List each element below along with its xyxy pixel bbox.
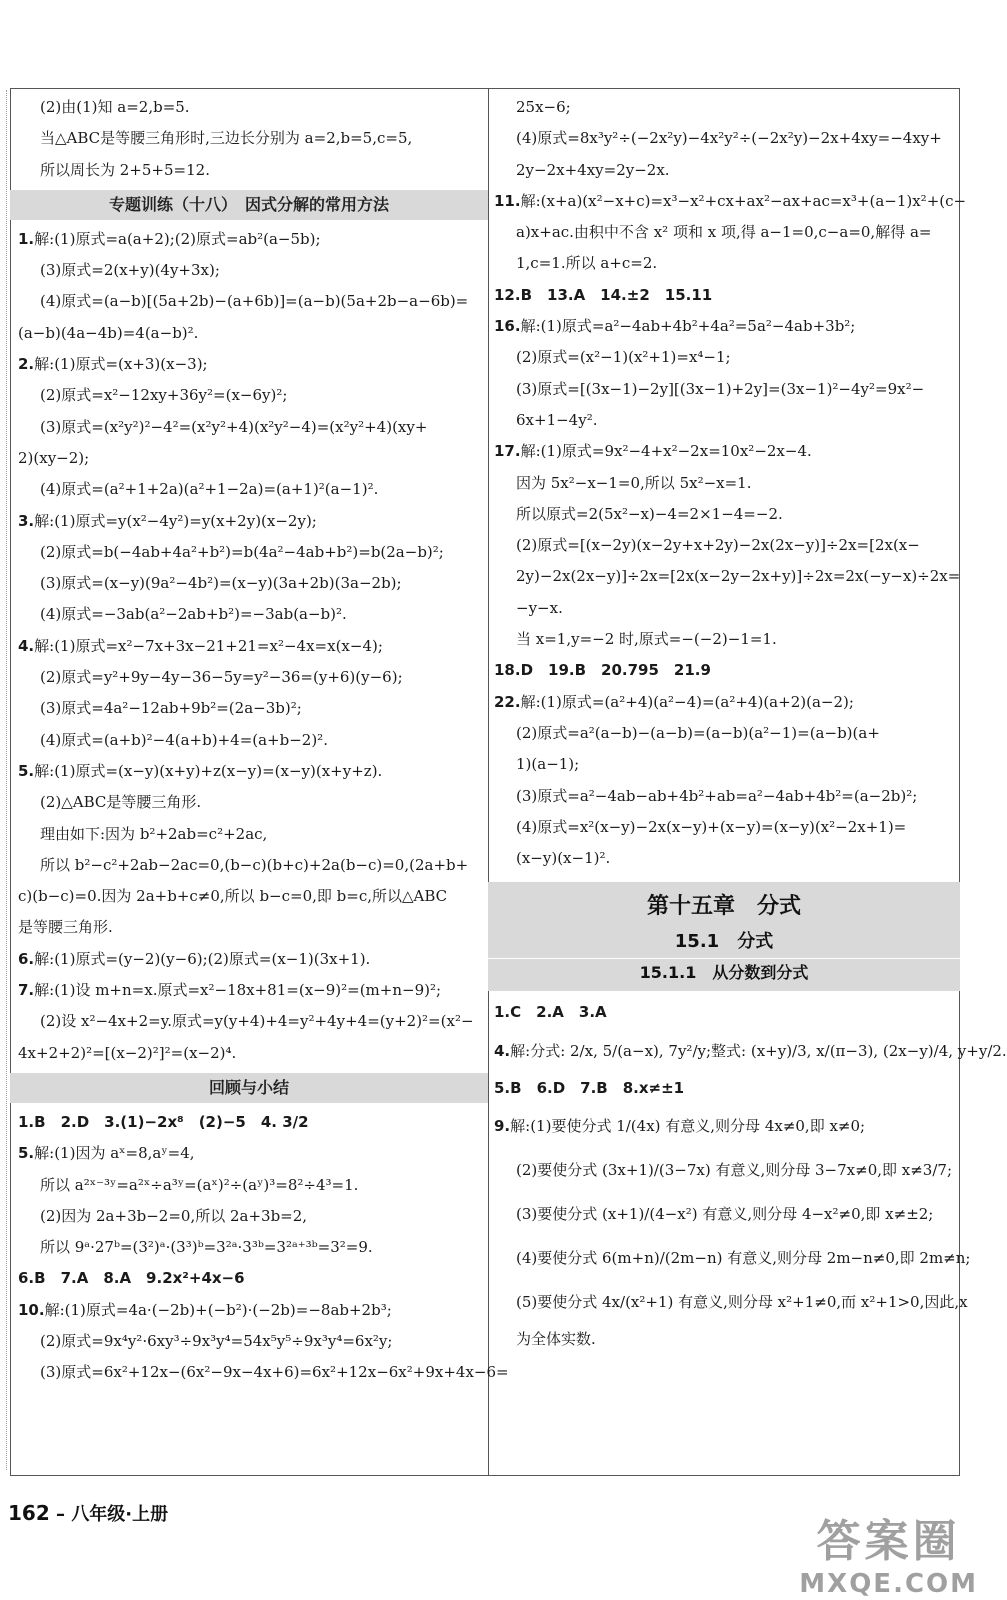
answer-text: 解:(1)要使分式 1/(4x) 有意义,则分母 4x≠0,即 x≠0; xyxy=(510,1117,866,1136)
choice-answers-line: 18.D 19.B 20.795 21.9 xyxy=(494,661,711,680)
answer-line: 所以 a²ˣ⁻³ʸ=a²ˣ÷a³ʸ=(aˣ)²÷(aʸ)³=8²÷4³=1. xyxy=(40,1175,359,1194)
subsection-title: 15.1.1 从分数到分式 xyxy=(488,958,960,987)
answer-line: c)(b−c)=0.因为 2a+b+c≠0,所以 b−c=0,即 b=c,所以△ABC xyxy=(18,887,448,906)
answer-line xyxy=(18,756,480,787)
answer-line: (4)原式=(a+b)²−4(a+b)+4=(a+b−2)². xyxy=(40,730,328,749)
answer-text: 解:分式: 2/x, 5/(a−x), 7y²/y;整式: (x+y)/3, x/(π−3), (2x−y)/4, y+y/2. xyxy=(510,1041,1007,1060)
choice-answers-line: 1.C 2.A 3.A xyxy=(494,1003,607,1022)
answer-line xyxy=(494,1104,954,1148)
answer-line xyxy=(18,1138,480,1169)
answer-line: 2)(xy−2); xyxy=(18,448,90,467)
watermark-logo-text: 答案圈 xyxy=(816,1516,961,1567)
answer-line: 因为 5x²−x−1=0,所以 5x²−x=1. xyxy=(516,473,752,492)
answer-line: (3)原式=[(3x−1)−2y][(3x−1)+2y]=(3x−1)²−4y²=9x²− xyxy=(516,379,925,398)
answer-line: 当 x=1,y=−2 时,原式=−(−2)−1=1. xyxy=(516,630,777,649)
answer-line: (2)因为 2a+3b−2=0,所以 2a+3b=2, xyxy=(40,1206,308,1225)
answer-line xyxy=(18,349,480,380)
answer-line: 所以 9ᵃ·27ᵇ=(3²)ᵃ·(3³)ᵇ=3²ᵃ·3³ᵇ=3²ᵃ⁺³ᵇ=3²=9. xyxy=(40,1238,373,1257)
footer-separator: – xyxy=(56,1504,66,1525)
question-number: 11. xyxy=(494,191,521,210)
answer-line: −y−x. xyxy=(516,598,563,617)
answer-line: (2)设 x²−4x+2=y.原式=y(y+4)+4=y²+4y+4=(y+2)²=(x²− xyxy=(40,1012,474,1031)
answer-line: (x−y)(x−1)². xyxy=(516,849,611,868)
answer-text: 解:(1)原式=(y−2)(y−6);(2)原式=(x−1)(3x+1). xyxy=(34,949,371,968)
answer-line xyxy=(18,1295,480,1326)
watermark-url: MXQE.COM xyxy=(799,1569,978,1599)
answer-text: 解:(1)原式=9x²−4+x²−2x=10x²−2x−4. xyxy=(520,442,812,461)
chapter-title: 第十五章 分式 xyxy=(646,894,801,920)
answer-line xyxy=(18,944,480,975)
answer-line xyxy=(18,224,480,255)
choice-answers-line: 5.B 6.D 7.B 8.x≠±1 xyxy=(494,1078,685,1097)
choice-answers-line: 1.B 2.D 3.(1)−2x⁸ (2)−5 4. 3/2 xyxy=(18,1112,309,1131)
answer-line: 1,c=1.所以 a+c=2. xyxy=(516,254,658,273)
answer-line: (4)原式=8x³y²÷(−2x²y)−4x²y²÷(−2x²y)−2x+4xy=−4xy+ xyxy=(516,129,942,148)
answer-line xyxy=(494,436,954,467)
question-number: 16. xyxy=(494,317,521,336)
section-title: 15.1 分式 xyxy=(674,931,774,953)
answer-line: (4)原式=x²(x−y)−2x(x−y)+(x−y)=(x−y)(x²−2x+1)= xyxy=(516,817,907,836)
question-number: 2. xyxy=(18,355,35,374)
answer-line: (2)原式=[(x−2y)(x−2y+x+2y)−2x(2x−y)]÷2x=[2x(x− xyxy=(516,536,920,555)
answer-line: (4)原式=−3ab(a²−2ab+b²)=−3ab(a−b)². xyxy=(40,605,347,624)
binding-margin xyxy=(0,90,7,1470)
answer-line: (3)原式=6x²+12x−(6x²−9x−4x+6)=6x²+12x−6x²+9x+4x−6= xyxy=(40,1363,509,1382)
answer-text: 解:(1)原式=a(a+2);(2)原式=ab²(a−5b); xyxy=(34,229,321,248)
answer-line: (4)原式=(a²+1+2a)(a²+1−2a)=(a+1)²(a−1)². xyxy=(40,480,379,499)
answer-text: 解:(1)原式=(x+3)(x−3); xyxy=(34,355,208,374)
page-number: 162 xyxy=(8,1501,50,1525)
answer-text: 解:(1)原式=(x−y)(x+y)+z(x−y)=(x−y)(x+y+z). xyxy=(34,761,383,780)
question-number: 1. xyxy=(18,229,35,248)
answer-line: (2)原式=x²−12xy+36y²=(x−6y)²; xyxy=(40,386,288,405)
answer-line: (2)由(1)知 a=2,b=5. xyxy=(40,98,190,116)
answer-text: 解:(1)原式=y(x²−4y²)=y(x+2y)(x−2y); xyxy=(34,511,317,530)
column-divider xyxy=(488,88,489,1476)
question-number: 4. xyxy=(18,636,35,655)
choice-answers-line: 12.B 13.A 14.±2 15.11 xyxy=(494,285,713,304)
answer-line: (a−b)(4a−4b)=4(a−b)². xyxy=(18,323,199,342)
answer-line: (2)原式=b(−4ab+4a²+b²)=b(4a²−4ab+b²)=b(2a−b)²; xyxy=(40,542,444,561)
question-number: 5. xyxy=(18,1144,35,1163)
answer-line: 6x+1−4y². xyxy=(516,410,598,429)
answer-line: (3)原式=a²−4ab−ab+4b²+ab=a²−4ab+4b²=(a−2b)²; xyxy=(516,786,918,805)
answer-line xyxy=(494,311,954,342)
section-heading-bar: 专题训练（十八） 因式分解的常用方法 xyxy=(10,190,488,220)
answer-line: 当△ABC是等腰三角形时,三边长分别为 a=2,b=5,c=5, xyxy=(40,129,413,148)
answer-line: 所以原式=2(5x²−x)−4=2×1−4=−2. xyxy=(516,504,783,523)
question-number: 6. xyxy=(18,949,35,968)
answer-line xyxy=(18,631,480,662)
answer-line: (5)要使分式 4x/(x²+1) 有意义,则分母 x²+1≠0,而 x²+1>0,因此,x xyxy=(516,1293,968,1312)
answer-text: 解:(1)因为 aˣ=8,aʸ=4, xyxy=(34,1144,195,1163)
answer-line: (2)原式=a²(a−b)−(a−b)=(a−b)(a²−1)=(a−b)(a+ xyxy=(516,723,880,742)
answer-line xyxy=(494,186,967,217)
answer-line: 理由如下:因为 b²+2ab=c²+2ac, xyxy=(40,824,268,843)
answer-line xyxy=(494,1029,1007,1073)
answer-line xyxy=(18,506,480,537)
chapter-heading xyxy=(488,882,960,991)
answer-text: 解:(1)原式=x²−7x+3x−21+21=x²−4x=x(x−4); xyxy=(34,636,383,655)
answer-line: (4)原式=(a−b)[(5a+2b)−(a+6b)]=(a−b)(5a+2b−a−6b)= xyxy=(40,292,469,311)
grade-label: 八年级·上册 xyxy=(71,1504,169,1525)
question-number: 10. xyxy=(18,1300,45,1319)
answer-line: a)x+ac.由积中不含 x² 项和 x 项,得 a−1=0,c−a=0,解得 a= xyxy=(516,223,932,242)
watermark xyxy=(799,1505,978,1599)
answer-text: 解:(1)原式=4a·(−2b)+(−b²)·(−2b)=−8ab+2b³; xyxy=(44,1300,392,1319)
question-number: 5. xyxy=(18,761,35,780)
section-heading-bar: 回顾与小结 xyxy=(10,1073,488,1103)
question-number: 3. xyxy=(18,511,35,530)
question-number: 9. xyxy=(494,1117,511,1136)
answer-line: 2y−2x+4xy=2y−2x. xyxy=(516,160,670,179)
answer-text: 解:(1)原式=(a²+4)(a²−4)=(a²+4)(a+2)(a−2); xyxy=(520,692,854,711)
question-number: 17. xyxy=(494,442,521,461)
answer-line: 为全体实数. xyxy=(516,1330,596,1349)
right-column xyxy=(494,92,1007,1355)
answer-line: 2y)−2x(2x−y)]÷2x=[2x(x−2y−2x+y)]÷2x=2x(−y−x)÷2x= xyxy=(516,567,961,586)
answer-line xyxy=(494,687,954,718)
answer-line: (3)要使分式 (x+1)/(4−x²) 有意义,则分母 4−x²≠0,即 x≠±2; xyxy=(516,1205,934,1224)
answer-text: 解:(1)原式=a²−4ab+4b²+4a²=5a²−4ab+3b²; xyxy=(520,317,856,336)
answer-line: (2)原式=y²+9y−4y−36−5y=y²−36=(y+6)(y−6); xyxy=(40,668,403,687)
answer-line: 4x+2+2)²=[(x−2)²]²=(x−2)⁴. xyxy=(18,1043,237,1062)
answer-line: (3)原式=(x−y)(9a²−4b²)=(x−y)(3a+2b)(3a−2b); xyxy=(40,574,402,593)
answer-line: 是等腰三角形. xyxy=(18,918,113,937)
answer-line: 所以 b²−c²+2ab−2ac=0,(b−c)(b+c)+2a(b−c)=0,(2a+b+ xyxy=(40,855,469,874)
question-number: 22. xyxy=(494,692,521,711)
choice-answers-line: 6.B 7.A 8.A 9.2x²+4x−6 xyxy=(18,1269,245,1288)
answer-line: (3)原式=(x²y²)²−4²=(x²y²+4)(x²y²−4)=(x²y²+4)(xy+ xyxy=(40,417,428,436)
answer-line: 所以周长为 2+5+5=12. xyxy=(40,160,210,179)
answer-line: (2)原式=9x⁴y²·6xy³÷9x³y⁴=54x⁵y⁵÷9x³y⁴=6x²y; xyxy=(40,1331,393,1350)
question-number: 4. xyxy=(494,1041,511,1060)
answer-text: 解:(1)设 m+n=x.原式=x²−18x+81=(x−9)²=(m+n−9)²; xyxy=(34,981,442,1000)
answer-line: (4)要使分式 6(m+n)/(2m−n) 有意义,则分母 2m−n≠0,即 2m≠n; xyxy=(516,1249,971,1268)
answer-text: 解:(x+a)(x²−x+c)=x³−x²+cx+ax²−ax+ac=x³+(a−1)x²+(c− xyxy=(520,191,967,210)
page-footer xyxy=(8,1500,168,1526)
answer-line: (3)原式=2(x+y)(4y+3x); xyxy=(40,261,220,280)
answer-line: 25x−6; xyxy=(516,98,571,116)
answer-line: (3)原式=4a²−12ab+9b²=(2a−3b)²; xyxy=(40,699,302,718)
question-number: 7. xyxy=(18,981,35,1000)
answer-line: (2)要使分式 (3x+1)/(3−7x) 有意义,则分母 3−7x≠0,即 x≠3/7; xyxy=(516,1161,952,1180)
answer-line xyxy=(18,975,480,1006)
answer-line: (2)原式=(x²−1)(x²+1)=x⁴−1; xyxy=(516,348,731,367)
answer-line: (2)△ABC是等腰三角形. xyxy=(40,793,202,812)
answer-line: 1)(a−1); xyxy=(516,755,580,774)
